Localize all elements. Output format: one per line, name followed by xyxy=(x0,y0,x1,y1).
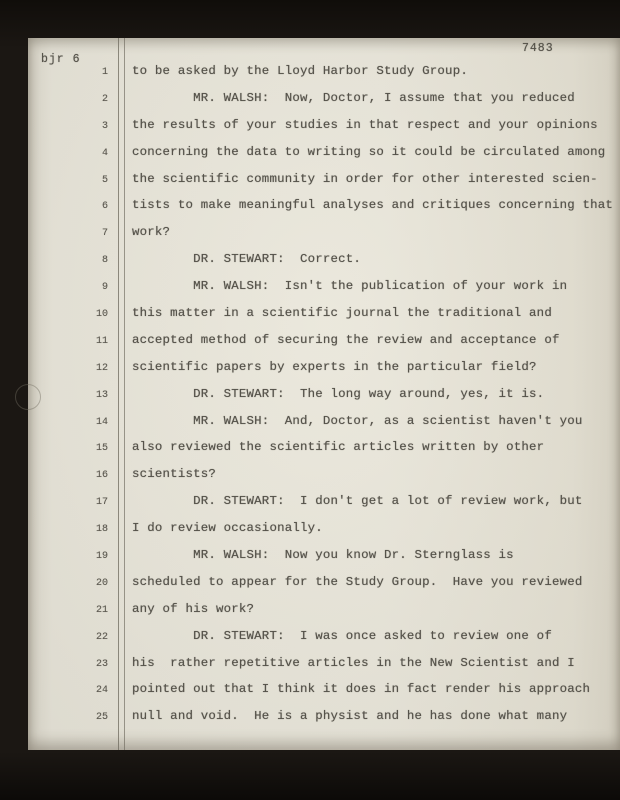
transcript-line xyxy=(28,653,620,680)
transcript-body xyxy=(28,61,620,733)
transcript-line xyxy=(28,330,620,357)
line-number: 19 xyxy=(95,551,108,563)
line-number: 12 xyxy=(95,362,108,374)
line-number: 22 xyxy=(95,631,108,643)
transcript-line xyxy=(28,169,620,196)
transcript-line xyxy=(28,249,620,276)
transcript-line-text: tists to make meaningful analyses and critiques concerning that xyxy=(132,198,614,213)
transcript-line-text: scientific papers by experts in the particular field? xyxy=(132,359,537,374)
transcript-line xyxy=(28,464,620,491)
transcript-line-text: his rather repetitive articles in the New Scientist and I xyxy=(132,655,575,670)
transcript-line xyxy=(28,61,620,88)
transcript-line-text: work? xyxy=(132,225,171,240)
line-number: 7 xyxy=(101,228,108,240)
transcript-line-text: also reviewed the scientific articles written by other xyxy=(132,440,545,455)
line-number: 5 xyxy=(101,174,108,186)
transcript-line xyxy=(28,437,620,464)
transcript-line-text: accepted method of securing the review and acceptance of xyxy=(132,332,560,347)
transcript-line xyxy=(28,491,620,518)
transcript-line-text: the scientific community in order for other interested scien- xyxy=(132,171,598,186)
transcript-line xyxy=(28,679,620,706)
transcript-line xyxy=(28,303,620,330)
transcript-line xyxy=(28,626,620,653)
line-number: 6 xyxy=(101,201,108,213)
transcript-line-text: this matter in a scientific journal the traditional and xyxy=(132,306,552,321)
transcript-line-text: DR. STEWART: I don't get a lot of review work, but xyxy=(132,494,583,509)
line-number: 17 xyxy=(95,497,108,509)
transcript-line-text: DR. STEWART: I was once asked to review one of xyxy=(132,628,552,643)
transcript-line xyxy=(28,222,620,249)
transcript-line-text: to be asked by the Lloyd Harbor Study Group. xyxy=(132,64,468,78)
transcript-line xyxy=(28,599,620,626)
reporter-initials: bjr 6 xyxy=(41,53,81,66)
transcript-line xyxy=(28,142,620,169)
transcript-line xyxy=(28,384,620,411)
transcript-line-text: any of his work? xyxy=(132,601,255,616)
line-number: 10 xyxy=(95,309,108,321)
line-number: 15 xyxy=(95,443,108,455)
transcript-line xyxy=(28,706,620,733)
transcript-line-text: MR. WALSH: Now, Doctor, I assume that you reduced xyxy=(132,90,575,105)
line-number: 25 xyxy=(95,712,108,724)
transcript-line-text: the results of your studies in that respect and your opinions xyxy=(132,117,598,132)
transcript-line xyxy=(28,545,620,572)
line-number: 21 xyxy=(95,604,108,616)
transcript-line-text: pointed out that I think it does in fact render his approach xyxy=(132,682,591,697)
line-number: 1 xyxy=(101,67,108,78)
transcript-line xyxy=(28,115,620,142)
line-number: 9 xyxy=(101,282,108,294)
line-number: 13 xyxy=(95,389,108,401)
transcript-line-text: DR. STEWART: Correct. xyxy=(132,252,362,267)
transcript-line-text: MR. WALSH: And, Doctor, as a scientist haven't you xyxy=(132,413,583,428)
transcript-line-text: concerning the data to writing so it could be circulated among xyxy=(132,144,606,159)
transcript-line-text: DR. STEWART: The long way around, yes, it is. xyxy=(132,386,545,401)
line-number: 24 xyxy=(95,685,108,697)
transcript-line xyxy=(28,276,620,303)
transcript-line xyxy=(28,357,620,384)
line-number: 4 xyxy=(101,147,108,159)
transcript-line-text: I do review occasionally. xyxy=(132,521,323,536)
line-number: 23 xyxy=(95,658,108,670)
transcript-line-text: scheduled to appear for the Study Group. Have you reviewed xyxy=(132,574,583,589)
transcript-line-text: scientists? xyxy=(132,467,216,482)
line-number: 20 xyxy=(95,577,108,589)
line-number: 16 xyxy=(95,470,108,482)
line-number: 18 xyxy=(95,524,108,536)
transcript-line-text: null and void. He is a physist and he has done what many xyxy=(132,709,568,724)
line-number: 14 xyxy=(95,416,108,428)
page-number: 7483 xyxy=(522,42,554,55)
line-number: 8 xyxy=(101,255,108,267)
transcript-line-text: MR. WALSH: Isn't the publication of your work in xyxy=(132,279,568,294)
transcript-line xyxy=(28,195,620,222)
line-number: 3 xyxy=(101,120,108,132)
line-number: 11 xyxy=(95,335,108,347)
transcript-line xyxy=(28,411,620,438)
line-number: 2 xyxy=(101,93,108,105)
transcript-line xyxy=(28,572,620,599)
transcript-line xyxy=(28,518,620,545)
transcript-page xyxy=(28,38,620,750)
transcript-line xyxy=(28,88,620,115)
transcript-line-text: MR. WALSH: Now you know Dr. Sternglass is xyxy=(132,548,514,563)
